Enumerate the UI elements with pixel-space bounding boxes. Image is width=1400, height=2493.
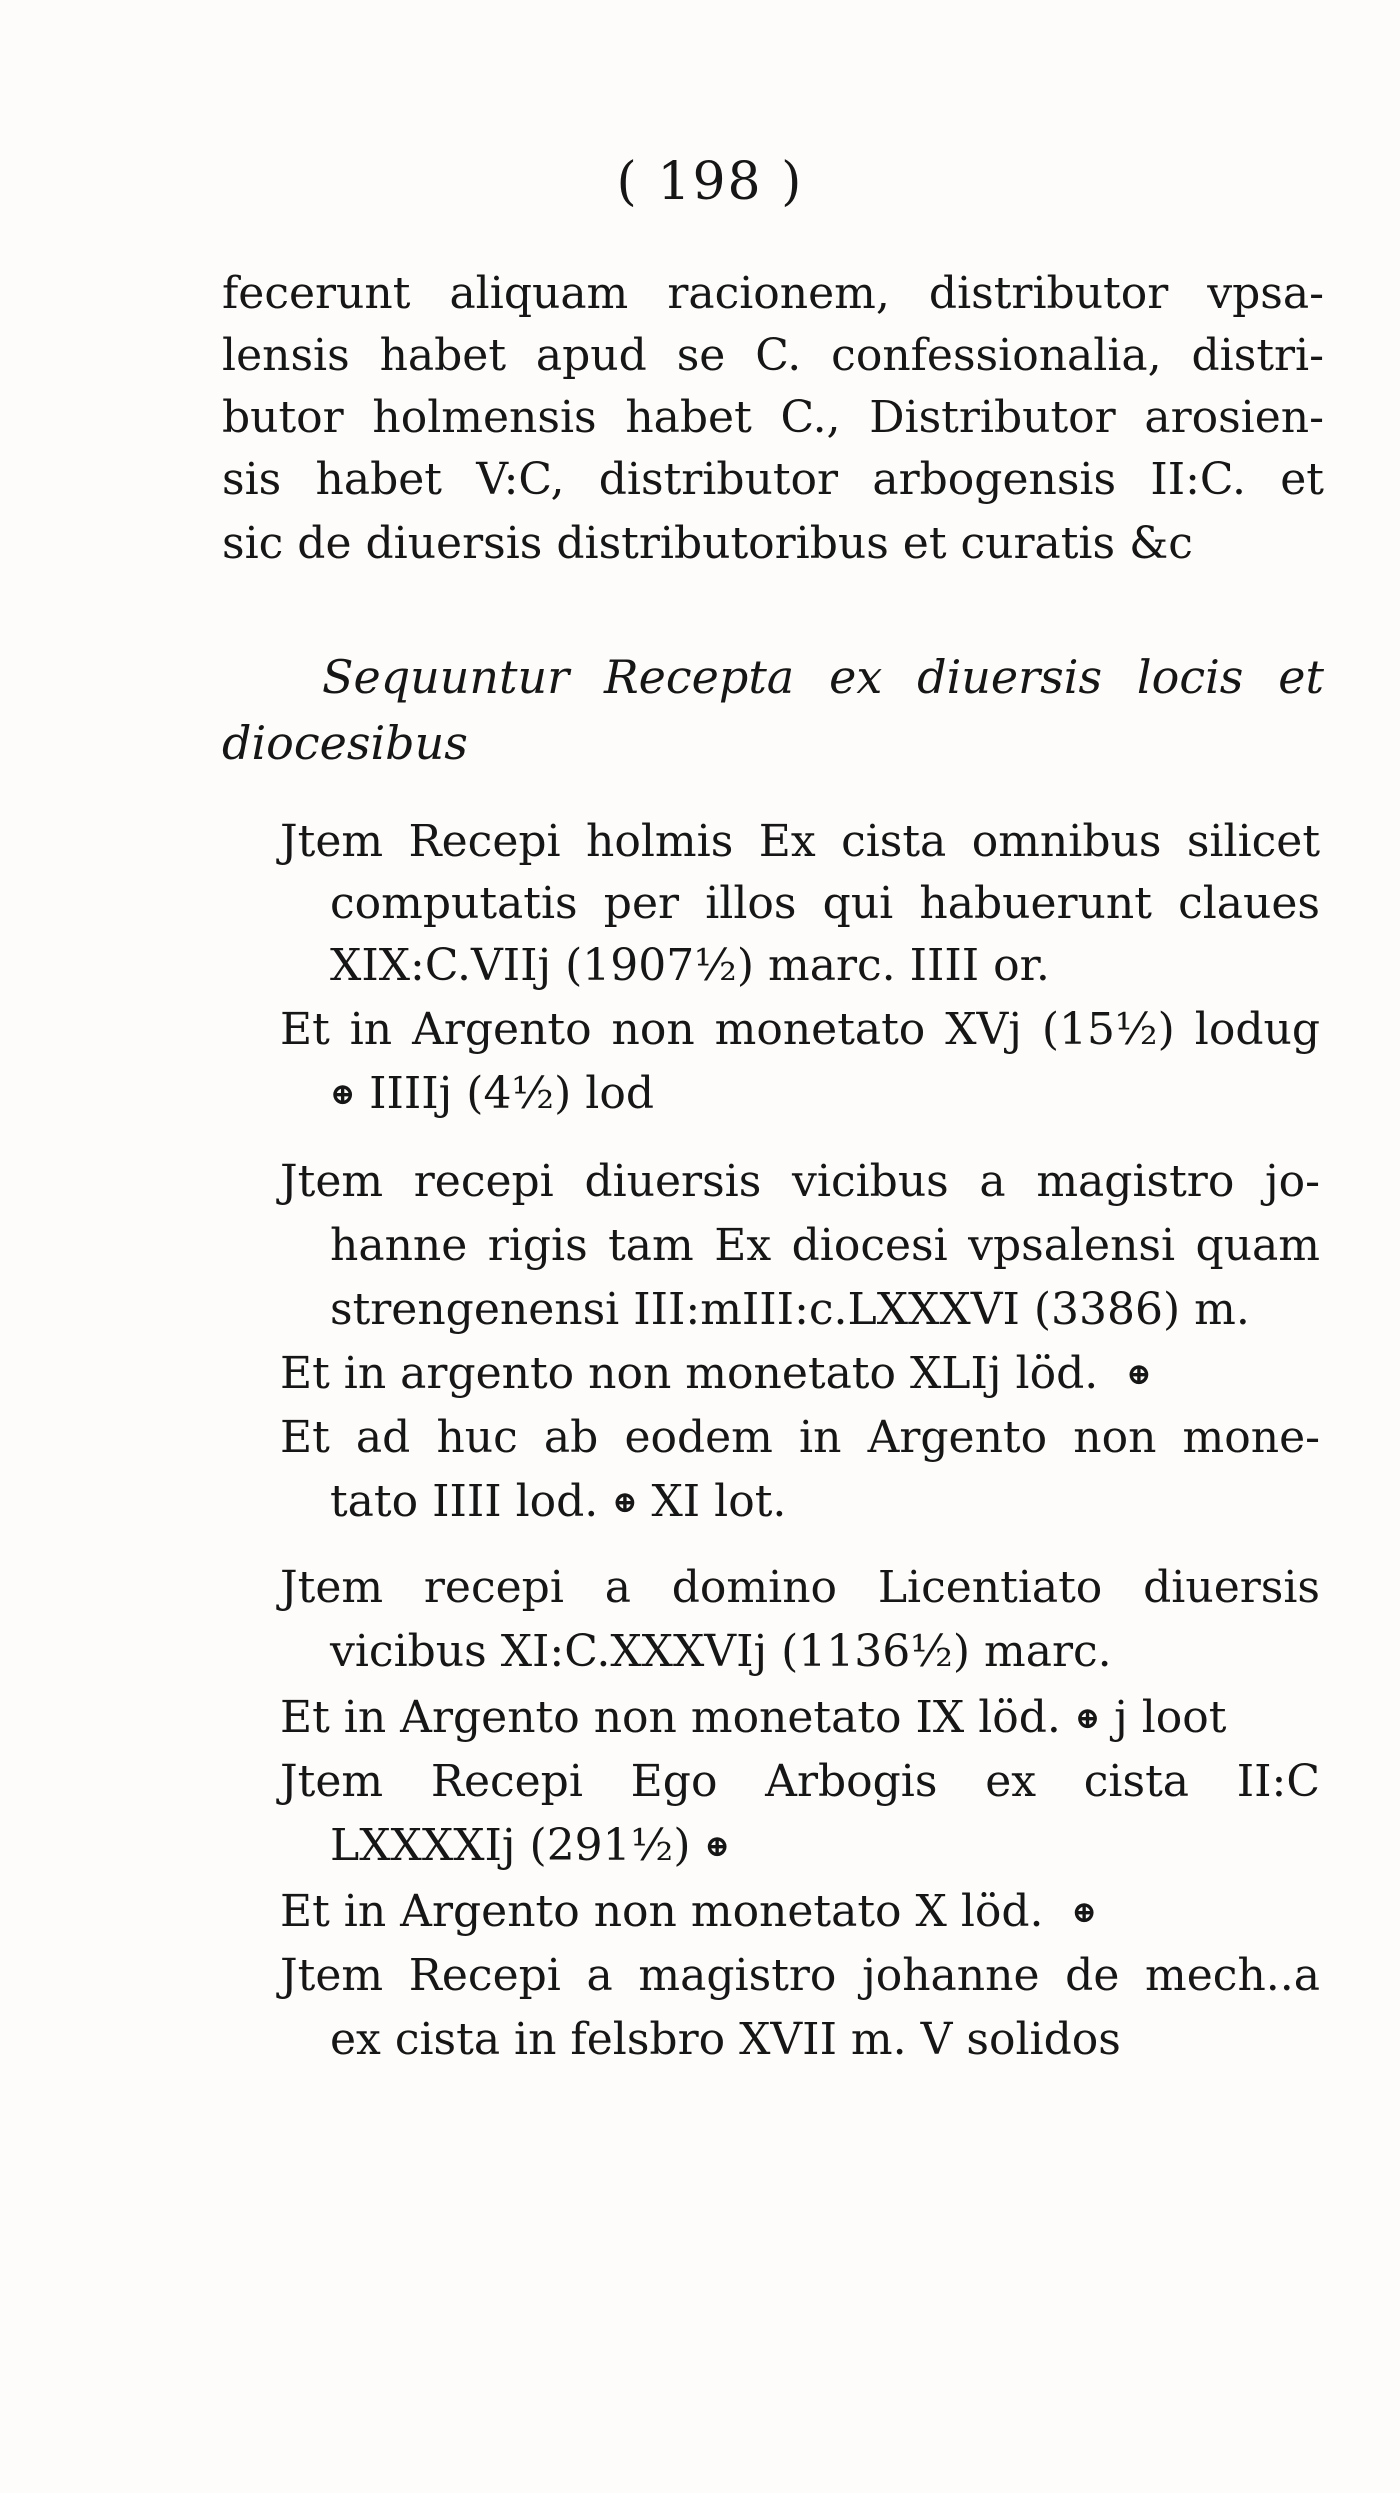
entry-line: Jtem Recepi holmis Ex cista omnibus silicet xyxy=(280,816,1320,867)
entry-line: hanne rigis tam Ex diocesi vpsalensi quam xyxy=(330,1220,1320,1271)
mark-icon: ⊕ xyxy=(1074,1701,1101,1736)
mark-icon: ⊕ xyxy=(1071,1895,1097,1930)
entry-line: Jtem recepi a domino Licentiato diuersis xyxy=(280,1562,1320,1613)
entry-line: ex cista in felsbro XVII m. V solidos xyxy=(330,2014,1121,2065)
mark-icon: ⊕ xyxy=(704,1829,730,1864)
entry-line: Et ad huc ab eodem in Argento non mone- xyxy=(280,1412,1320,1463)
text-line: sis habet V:C, distributor arbogensis II:C. et xyxy=(222,454,1324,505)
entry-line: vicibus XI:C.XXXVIj (1136½) marc. xyxy=(330,1626,1112,1677)
text-line: butor holmensis habet C., Distributor arosien- xyxy=(222,392,1324,443)
entry-line: LXXXXIj (291½) ⊕ xyxy=(330,1820,730,1871)
text-line: fecerunt aliquam racionem, distributor vpsa- xyxy=(222,268,1324,319)
mark-icon: ⊕ xyxy=(330,1077,356,1112)
entry-line: ⊕ IIIIj (4½) lod xyxy=(330,1068,654,1119)
entry-line: XIX:C.VIIj (1907½) marc. IIII or. xyxy=(330,940,1050,991)
page-number: ( 198 ) xyxy=(616,152,804,212)
text-line: lensis habet apud se C. confessionalia, distri- xyxy=(222,330,1324,381)
entry-line: Et in Argento non monetato IX löd. ⊕ j loot xyxy=(280,1692,1227,1743)
entry-line: Et in argento non monetato XLIj löd. ⊕ xyxy=(280,1348,1152,1399)
entry-line: Jtem recepi diuersis vicibus a magistro jo- xyxy=(280,1156,1320,1207)
entry-line: Jtem Recepi Ego Arbogis ex cista II:C xyxy=(280,1756,1320,1807)
entry-line: Et in Argento non monetato X löd. ⊕ xyxy=(280,1886,1097,1937)
entry-line: tato IIII lod. ⊕ XI lot. xyxy=(330,1476,787,1527)
entry-line: computatis per illos qui habuerunt claues xyxy=(330,878,1320,929)
section-heading-continued: diocesibus xyxy=(222,716,468,770)
mark-icon: ⊕ xyxy=(1126,1357,1152,1392)
entry-line: Jtem Recepi a magistro johanne de mech..a xyxy=(280,1950,1320,2001)
entry-line: strengenensi III:mIII:c.LXXXVI (3386) m. xyxy=(330,1284,1250,1335)
text-line: sic de diuersis distributoribus et curatis &c xyxy=(222,518,1193,569)
entry-line: Et in Argento non monetato XVj (15½) lodug xyxy=(280,1004,1320,1055)
section-heading: Sequuntur Recepta ex diuersis locis et xyxy=(322,650,1324,704)
mark-icon: ⊕ xyxy=(612,1485,638,1520)
